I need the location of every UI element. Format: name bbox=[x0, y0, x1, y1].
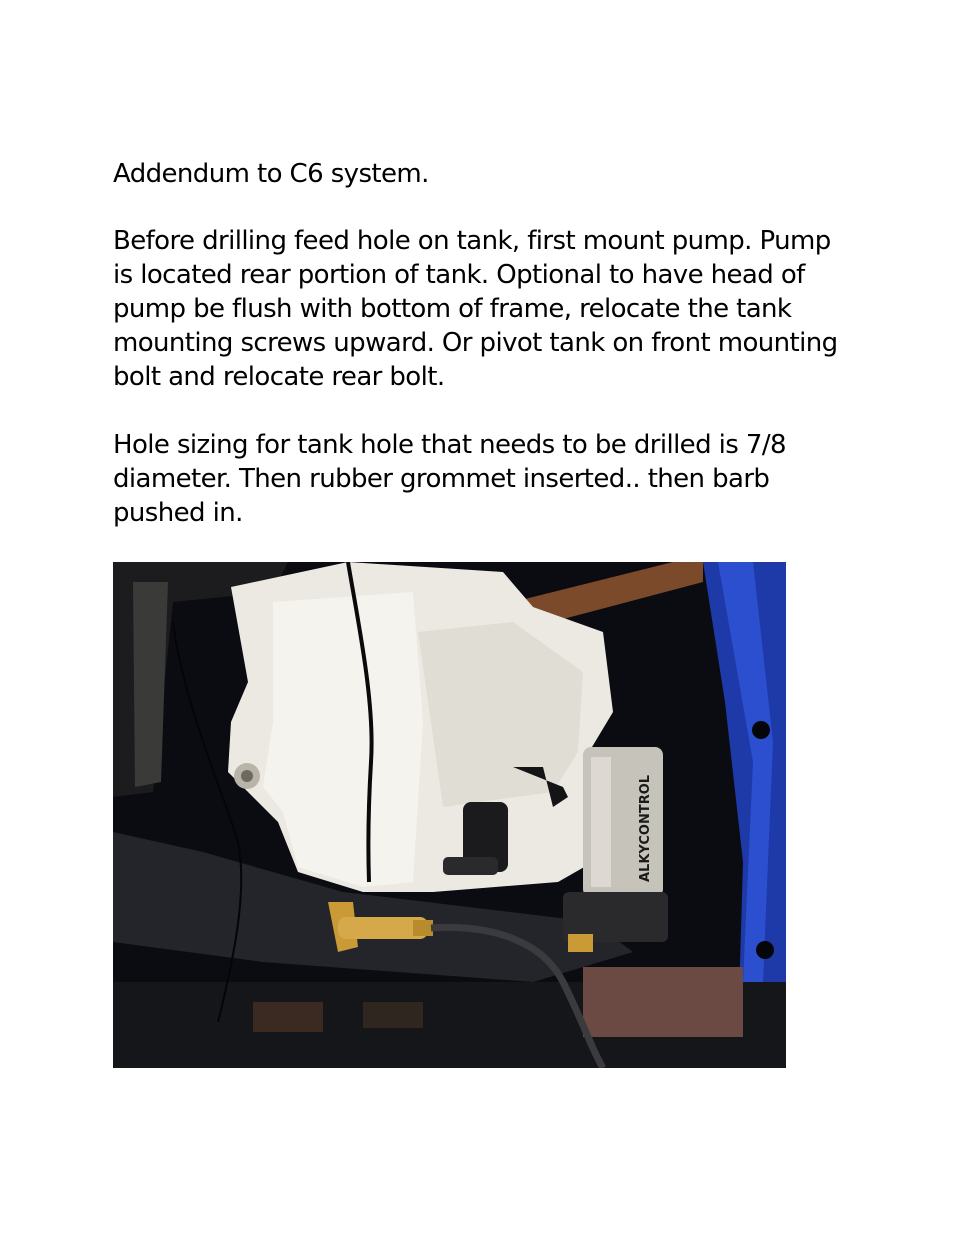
pump-label: ALKYCONTROL bbox=[638, 774, 653, 882]
installation-photo bbox=[113, 562, 786, 1068]
paragraph-hole-sizing: Hole sizing for tank hole that needs to be drilled is 7/8 diameter. Then rubber grommet inserted.. then barb pushed in. bbox=[113, 430, 786, 528]
paragraph-pump-mounting: Before drilling feed hole on tank, first mount pump. Pump is located rear portion of tank. Optional to have head of pump be flush with bottom of frame, relocate the tank mounting screws upward. Or pivot tank on front mounting bolt and relocate rear bolt. bbox=[113, 226, 838, 392]
installation-photo-illustration bbox=[113, 562, 786, 1068]
document-heading: Addendum to C6 system. bbox=[113, 159, 429, 189]
